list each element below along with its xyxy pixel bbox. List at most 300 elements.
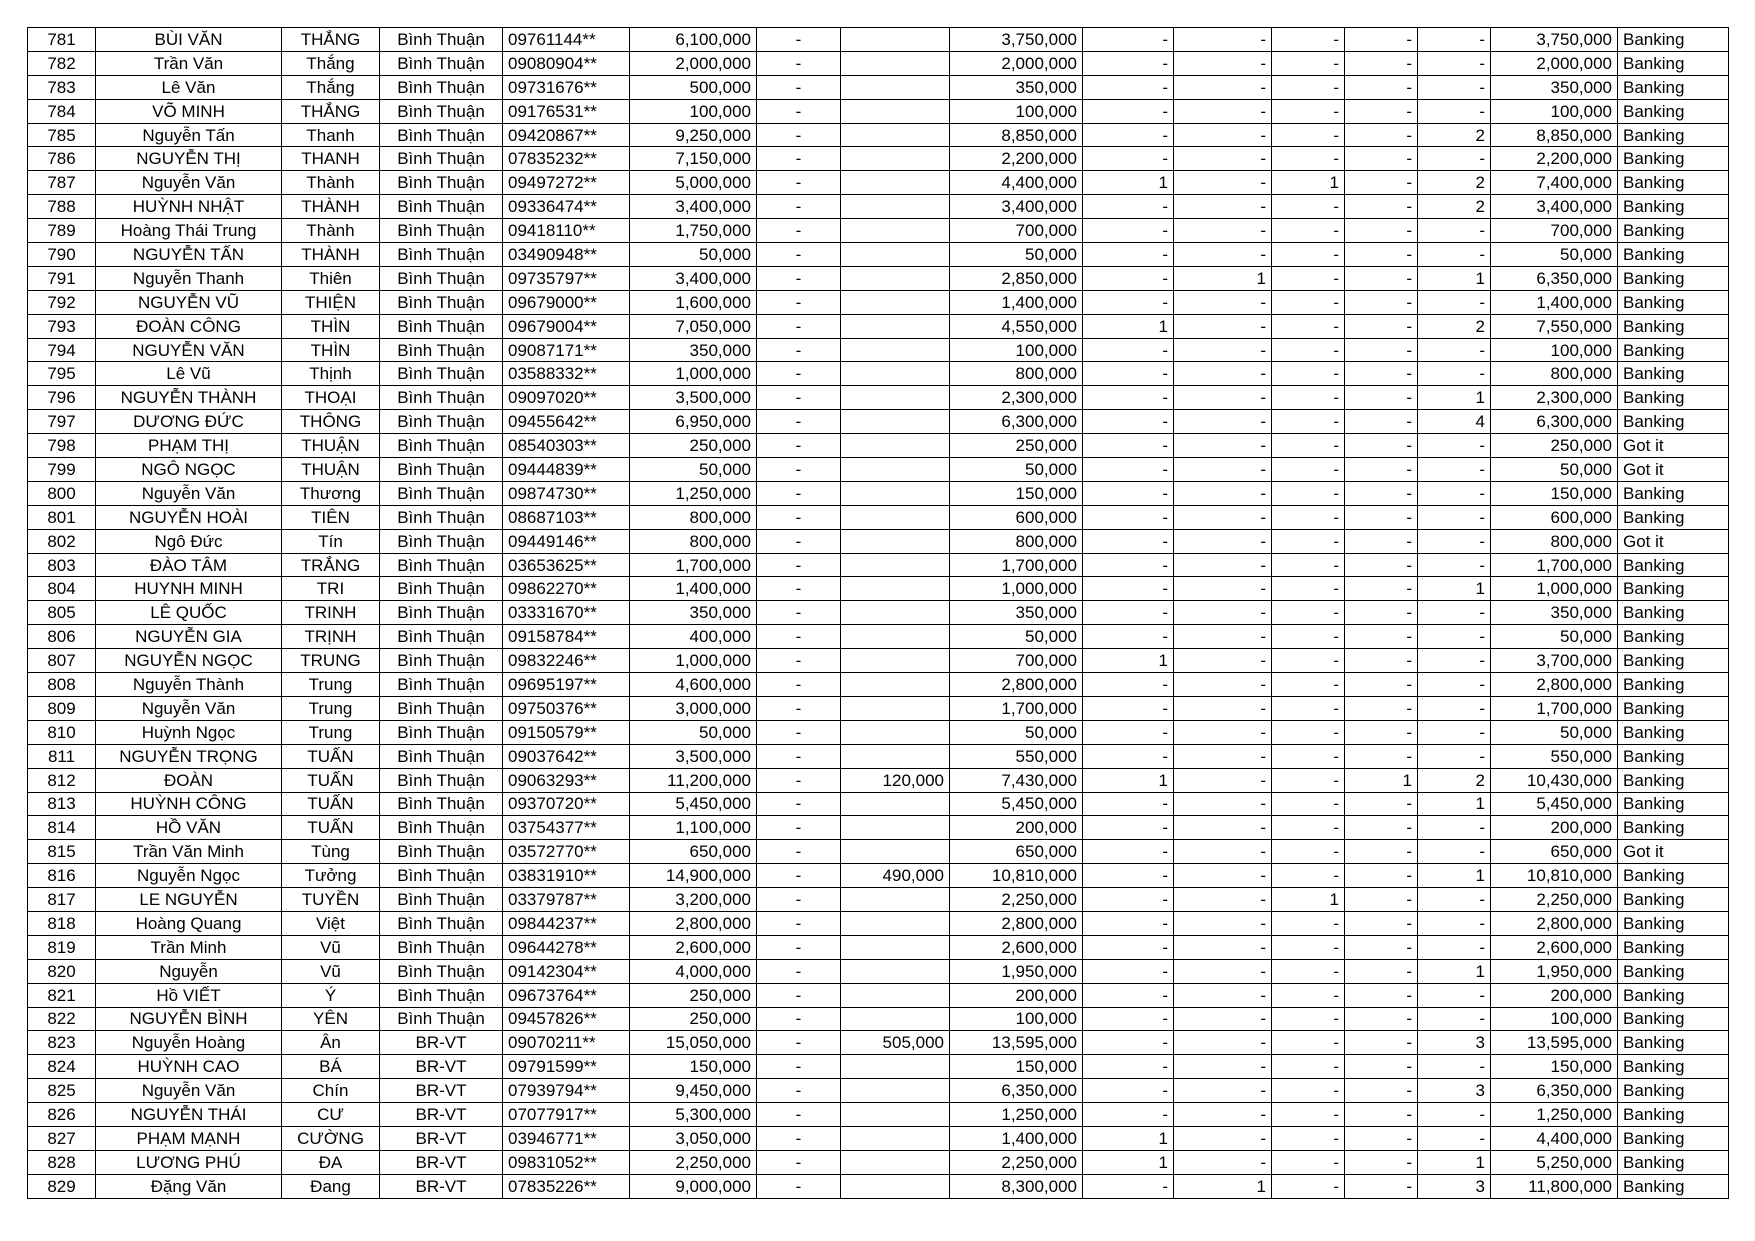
phone-number-cell: 09087171** — [503, 338, 630, 362]
total-amount-cell: 650,000 — [1491, 840, 1618, 864]
amount-cell: 150,000 — [630, 1055, 757, 1079]
last-middle-name-cell: ĐOÀN — [96, 768, 282, 792]
table-row — [28, 888, 1729, 912]
total-amount-cell: 3,700,000 — [1491, 649, 1618, 673]
row-number-cell: 812 — [28, 768, 96, 792]
count-e-cell: - — [1418, 888, 1491, 912]
total-amount-cell: 5,450,000 — [1491, 792, 1618, 816]
row-number-cell: 825 — [28, 1079, 96, 1103]
payment-method-cell: Banking — [1618, 195, 1729, 219]
row-number-cell: 802 — [28, 529, 96, 553]
count-e-cell: - — [1418, 458, 1491, 482]
paid-amount-cell: 800,000 — [950, 529, 1083, 553]
amount-cell: 250,000 — [630, 983, 757, 1007]
amount-cell: 800,000 — [630, 529, 757, 553]
deduction-cell — [841, 673, 950, 697]
count-b-cell: - — [1174, 99, 1272, 123]
count-c-cell: - — [1272, 911, 1345, 935]
dash-column-cell: - — [757, 290, 841, 314]
count-a-cell: - — [1083, 195, 1174, 219]
count-a-cell: - — [1083, 577, 1174, 601]
row-number-cell: 818 — [28, 911, 96, 935]
amount-cell: 5,000,000 — [630, 171, 757, 195]
amount-cell: 250,000 — [630, 434, 757, 458]
count-c-cell: - — [1272, 935, 1345, 959]
phone-number-cell: 09080904** — [503, 51, 630, 75]
last-middle-name-cell: NGUYỄN TẤN — [96, 243, 282, 267]
province-cell: Bình Thuận — [380, 983, 503, 1007]
dash-column-cell: - — [757, 171, 841, 195]
province-cell: Bình Thuận — [380, 434, 503, 458]
amount-cell: 11,200,000 — [630, 768, 757, 792]
total-amount-cell: 800,000 — [1491, 362, 1618, 386]
paid-amount-cell: 8,850,000 — [950, 123, 1083, 147]
count-a-cell: 1 — [1083, 649, 1174, 673]
deduction-cell — [841, 51, 950, 75]
row-number-cell: 819 — [28, 935, 96, 959]
count-d-cell: - — [1345, 1103, 1418, 1127]
payment-method-cell: Banking — [1618, 1126, 1729, 1150]
amount-cell: 14,900,000 — [630, 864, 757, 888]
row-number-cell: 801 — [28, 505, 96, 529]
count-a-cell: - — [1083, 1007, 1174, 1031]
phone-number-cell: 09150579** — [503, 720, 630, 744]
count-b-cell: - — [1174, 983, 1272, 1007]
count-b-cell: - — [1174, 696, 1272, 720]
count-e-cell: - — [1418, 219, 1491, 243]
given-name-cell: Thanh — [282, 123, 380, 147]
row-number-cell: 829 — [28, 1174, 96, 1198]
amount-cell: 5,300,000 — [630, 1103, 757, 1127]
deduction-cell — [841, 1174, 950, 1198]
total-amount-cell: 50,000 — [1491, 243, 1618, 267]
count-e-cell: - — [1418, 147, 1491, 171]
row-number-cell: 786 — [28, 147, 96, 171]
table-row — [28, 744, 1729, 768]
province-cell: BR-VT — [380, 1055, 503, 1079]
count-d-cell: - — [1345, 959, 1418, 983]
phone-number-cell: 09176531** — [503, 99, 630, 123]
count-e-cell: 3 — [1418, 1031, 1491, 1055]
table-row — [28, 243, 1729, 267]
deduction-cell — [841, 1126, 950, 1150]
amount-cell: 7,050,000 — [630, 314, 757, 338]
phone-number-cell: 09336474** — [503, 195, 630, 219]
phone-number-cell: 09862270** — [503, 577, 630, 601]
row-number-cell: 814 — [28, 816, 96, 840]
row-number-cell: 790 — [28, 243, 96, 267]
paid-amount-cell: 1,700,000 — [950, 696, 1083, 720]
amount-cell: 350,000 — [630, 338, 757, 362]
total-amount-cell: 13,595,000 — [1491, 1031, 1618, 1055]
amount-cell: 6,950,000 — [630, 410, 757, 434]
last-middle-name-cell: NGUYỄN NGỌC — [96, 649, 282, 673]
count-a-cell: - — [1083, 1174, 1174, 1198]
table-row — [28, 195, 1729, 219]
count-c-cell: - — [1272, 1031, 1345, 1055]
province-cell: BR-VT — [380, 1174, 503, 1198]
deduction-cell — [841, 744, 950, 768]
payment-method-cell: Banking — [1618, 744, 1729, 768]
phone-number-cell: 09832246** — [503, 649, 630, 673]
payment-method-cell: Got it — [1618, 458, 1729, 482]
dash-column-cell: - — [757, 888, 841, 912]
amount-cell: 9,250,000 — [630, 123, 757, 147]
amount-cell: 1,000,000 — [630, 362, 757, 386]
dash-column-cell: - — [757, 625, 841, 649]
count-a-cell: - — [1083, 28, 1174, 52]
dash-column-cell: - — [757, 195, 841, 219]
total-amount-cell: 100,000 — [1491, 99, 1618, 123]
payment-method-cell: Banking — [1618, 362, 1729, 386]
dash-column-cell: - — [757, 219, 841, 243]
count-b-cell: - — [1174, 219, 1272, 243]
deduction-cell — [841, 529, 950, 553]
count-b-cell: - — [1174, 147, 1272, 171]
count-a-cell: - — [1083, 864, 1174, 888]
deduction-cell — [841, 171, 950, 195]
province-cell: Bình Thuận — [380, 935, 503, 959]
province-cell: Bình Thuận — [380, 314, 503, 338]
count-e-cell: - — [1418, 243, 1491, 267]
province-cell: Bình Thuận — [380, 386, 503, 410]
deduction-cell — [841, 1007, 950, 1031]
deduction-cell — [841, 649, 950, 673]
province-cell: Bình Thuận — [380, 768, 503, 792]
given-name-cell: TUYỀN — [282, 888, 380, 912]
count-e-cell: 1 — [1418, 792, 1491, 816]
table-row — [28, 1055, 1729, 1079]
count-d-cell: - — [1345, 649, 1418, 673]
row-number-cell: 794 — [28, 338, 96, 362]
table-row — [28, 864, 1729, 888]
count-e-cell: - — [1418, 744, 1491, 768]
payment-method-cell: Banking — [1618, 888, 1729, 912]
total-amount-cell: 1,950,000 — [1491, 959, 1618, 983]
last-middle-name-cell: Nguyễn Hoàng — [96, 1031, 282, 1055]
phone-number-cell: 09679004** — [503, 314, 630, 338]
given-name-cell: TUẤN — [282, 816, 380, 840]
phone-number-cell: 08540303** — [503, 434, 630, 458]
count-e-cell: 2 — [1418, 171, 1491, 195]
given-name-cell: Thành — [282, 219, 380, 243]
paid-amount-cell: 350,000 — [950, 75, 1083, 99]
table-row — [28, 505, 1729, 529]
given-name-cell: Chín — [282, 1079, 380, 1103]
count-d-cell: - — [1345, 696, 1418, 720]
count-e-cell: - — [1418, 1126, 1491, 1150]
row-number-cell: 784 — [28, 99, 96, 123]
paid-amount-cell: 550,000 — [950, 744, 1083, 768]
given-name-cell: CƯ — [282, 1103, 380, 1127]
payment-method-cell: Banking — [1618, 768, 1729, 792]
total-amount-cell: 700,000 — [1491, 219, 1618, 243]
count-c-cell: - — [1272, 983, 1345, 1007]
province-cell: Bình Thuận — [380, 51, 503, 75]
count-e-cell: - — [1418, 529, 1491, 553]
last-middle-name-cell: NGUYỄN GIA — [96, 625, 282, 649]
phone-number-cell: 09418110** — [503, 219, 630, 243]
count-b-cell: - — [1174, 290, 1272, 314]
deduction-cell — [841, 888, 950, 912]
paid-amount-cell: 2,300,000 — [950, 386, 1083, 410]
total-amount-cell: 800,000 — [1491, 529, 1618, 553]
phone-number-cell: 09791599** — [503, 1055, 630, 1079]
deduction-cell — [841, 314, 950, 338]
payment-method-cell: Banking — [1618, 75, 1729, 99]
count-d-cell: - — [1345, 1007, 1418, 1031]
paid-amount-cell: 1,400,000 — [950, 290, 1083, 314]
count-d-cell: - — [1345, 1031, 1418, 1055]
count-b-cell: - — [1174, 888, 1272, 912]
deduction-cell — [841, 28, 950, 52]
province-cell: Bình Thuận — [380, 123, 503, 147]
dash-column-cell: - — [757, 601, 841, 625]
amount-cell: 3,500,000 — [630, 744, 757, 768]
table-row — [28, 529, 1729, 553]
count-c-cell: - — [1272, 720, 1345, 744]
province-cell: Bình Thuận — [380, 410, 503, 434]
count-e-cell: - — [1418, 505, 1491, 529]
phone-number-cell: 09097020** — [503, 386, 630, 410]
count-d-cell: - — [1345, 434, 1418, 458]
dash-column-cell: - — [757, 577, 841, 601]
amount-cell: 3,200,000 — [630, 888, 757, 912]
paid-amount-cell: 150,000 — [950, 1055, 1083, 1079]
last-middle-name-cell: Hoàng Thái Trung — [96, 219, 282, 243]
given-name-cell: THẮNG — [282, 99, 380, 123]
count-b-cell: - — [1174, 673, 1272, 697]
phone-number-cell: 09444839** — [503, 458, 630, 482]
payment-method-cell: Banking — [1618, 171, 1729, 195]
last-middle-name-cell: Nguyễn Thành — [96, 673, 282, 697]
count-b-cell: - — [1174, 720, 1272, 744]
province-cell: Bình Thuận — [380, 601, 503, 625]
last-middle-name-cell: DƯƠNG ĐỨC — [96, 410, 282, 434]
paid-amount-cell: 7,430,000 — [950, 768, 1083, 792]
paid-amount-cell: 650,000 — [950, 840, 1083, 864]
count-b-cell: - — [1174, 959, 1272, 983]
table-row — [28, 75, 1729, 99]
row-number-cell: 827 — [28, 1126, 96, 1150]
count-c-cell: - — [1272, 481, 1345, 505]
count-c-cell: 1 — [1272, 888, 1345, 912]
count-c-cell: - — [1272, 123, 1345, 147]
province-cell: Bình Thuận — [380, 481, 503, 505]
paid-amount-cell: 200,000 — [950, 816, 1083, 840]
phone-number-cell: 09070211** — [503, 1031, 630, 1055]
given-name-cell: Thịnh — [282, 362, 380, 386]
deduction-cell — [841, 935, 950, 959]
payment-method-cell: Banking — [1618, 481, 1729, 505]
phone-number-cell: 09037642** — [503, 744, 630, 768]
phone-number-cell: 09761144** — [503, 28, 630, 52]
phone-number-cell: 09644278** — [503, 935, 630, 959]
count-d-cell: - — [1345, 314, 1418, 338]
count-b-cell: - — [1174, 1031, 1272, 1055]
dash-column-cell: - — [757, 792, 841, 816]
row-number-cell: 787 — [28, 171, 96, 195]
count-e-cell: 3 — [1418, 1079, 1491, 1103]
count-c-cell: - — [1272, 1055, 1345, 1079]
table-row — [28, 649, 1729, 673]
table-row — [28, 266, 1729, 290]
count-c-cell: - — [1272, 1079, 1345, 1103]
count-e-cell: - — [1418, 290, 1491, 314]
count-d-cell: - — [1345, 720, 1418, 744]
paid-amount-cell: 3,750,000 — [950, 28, 1083, 52]
paid-amount-cell: 6,300,000 — [950, 410, 1083, 434]
payment-method-cell: Banking — [1618, 1031, 1729, 1055]
paid-amount-cell: 2,600,000 — [950, 935, 1083, 959]
given-name-cell: TUẤN — [282, 792, 380, 816]
table-row — [28, 338, 1729, 362]
last-middle-name-cell: Lê Văn — [96, 75, 282, 99]
count-d-cell: - — [1345, 911, 1418, 935]
count-d-cell: - — [1345, 673, 1418, 697]
count-e-cell: - — [1418, 696, 1491, 720]
row-number-cell: 828 — [28, 1150, 96, 1174]
deduction-cell — [841, 266, 950, 290]
last-middle-name-cell: ĐOÀN CÔNG — [96, 314, 282, 338]
paid-amount-cell: 1,700,000 — [950, 553, 1083, 577]
dash-column-cell: - — [757, 410, 841, 434]
table-row — [28, 816, 1729, 840]
last-middle-name-cell: NGUYỄN VŨ — [96, 290, 282, 314]
paid-amount-cell: 8,300,000 — [950, 1174, 1083, 1198]
deduction-cell — [841, 338, 950, 362]
total-amount-cell: 3,400,000 — [1491, 195, 1618, 219]
count-b-cell: - — [1174, 864, 1272, 888]
province-cell: Bình Thuận — [380, 290, 503, 314]
row-number-cell: 795 — [28, 362, 96, 386]
count-a-cell: - — [1083, 1055, 1174, 1079]
dash-column-cell: - — [757, 768, 841, 792]
count-c-cell: - — [1272, 529, 1345, 553]
count-c-cell: 1 — [1272, 171, 1345, 195]
province-cell: Bình Thuận — [380, 625, 503, 649]
amount-cell: 4,600,000 — [630, 673, 757, 697]
province-cell: BR-VT — [380, 1079, 503, 1103]
deduction-cell — [841, 481, 950, 505]
row-number-cell: 781 — [28, 28, 96, 52]
count-a-cell: - — [1083, 911, 1174, 935]
province-cell: Bình Thuận — [380, 816, 503, 840]
dash-column-cell: - — [757, 505, 841, 529]
count-a-cell: - — [1083, 959, 1174, 983]
amount-cell: 6,100,000 — [630, 28, 757, 52]
dash-column-cell: - — [757, 28, 841, 52]
dash-column-cell: - — [757, 1103, 841, 1127]
count-e-cell: 1 — [1418, 1150, 1491, 1174]
deduction-cell — [841, 290, 950, 314]
phone-number-cell: 09731676** — [503, 75, 630, 99]
total-amount-cell: 2,300,000 — [1491, 386, 1618, 410]
table-row — [28, 147, 1729, 171]
count-a-cell: - — [1083, 553, 1174, 577]
given-name-cell: Ân — [282, 1031, 380, 1055]
dash-column-cell: - — [757, 75, 841, 99]
count-e-cell: - — [1418, 816, 1491, 840]
total-amount-cell: 2,600,000 — [1491, 935, 1618, 959]
total-amount-cell: 600,000 — [1491, 505, 1618, 529]
amount-cell: 1,000,000 — [630, 649, 757, 673]
count-d-cell: - — [1345, 864, 1418, 888]
dash-column-cell: - — [757, 744, 841, 768]
phone-number-cell: 07835226** — [503, 1174, 630, 1198]
payment-method-cell: Banking — [1618, 1150, 1729, 1174]
deduction-cell — [841, 1103, 950, 1127]
payment-method-cell: Got it — [1618, 434, 1729, 458]
count-b-cell: - — [1174, 362, 1272, 386]
province-cell: Bình Thuận — [380, 553, 503, 577]
paid-amount-cell: 100,000 — [950, 1007, 1083, 1031]
count-a-cell: - — [1083, 840, 1174, 864]
count-c-cell: - — [1272, 505, 1345, 529]
count-c-cell: - — [1272, 434, 1345, 458]
total-amount-cell: 11,800,000 — [1491, 1174, 1618, 1198]
count-a-cell: - — [1083, 290, 1174, 314]
given-name-cell: Trung — [282, 720, 380, 744]
amount-cell: 1,750,000 — [630, 219, 757, 243]
dash-column-cell: - — [757, 935, 841, 959]
count-a-cell: - — [1083, 1103, 1174, 1127]
phone-number-cell: 03588332** — [503, 362, 630, 386]
count-d-cell: - — [1345, 1079, 1418, 1103]
amount-cell: 500,000 — [630, 75, 757, 99]
count-b-cell: - — [1174, 75, 1272, 99]
phone-number-cell: 07835232** — [503, 147, 630, 171]
count-b-cell: - — [1174, 195, 1272, 219]
dash-column-cell: - — [757, 362, 841, 386]
last-middle-name-cell: HUỲNH CÔNG — [96, 792, 282, 816]
count-b-cell: - — [1174, 51, 1272, 75]
paid-amount-cell: 700,000 — [950, 219, 1083, 243]
table-row — [28, 768, 1729, 792]
count-c-cell: - — [1272, 649, 1345, 673]
payment-method-cell: Banking — [1618, 410, 1729, 434]
province-cell: Bình Thuận — [380, 171, 503, 195]
last-middle-name-cell: HUỲNH CAO — [96, 1055, 282, 1079]
province-cell: Bình Thuận — [380, 75, 503, 99]
row-number-cell: 782 — [28, 51, 96, 75]
total-amount-cell: 2,800,000 — [1491, 673, 1618, 697]
phone-number-cell: 07077917** — [503, 1103, 630, 1127]
table-row — [28, 481, 1729, 505]
dash-column-cell: - — [757, 673, 841, 697]
given-name-cell: THÌN — [282, 314, 380, 338]
table-row — [28, 219, 1729, 243]
paid-amount-cell: 2,800,000 — [950, 673, 1083, 697]
row-number-cell: 803 — [28, 553, 96, 577]
count-c-cell: - — [1272, 219, 1345, 243]
phone-number-cell: 09497272** — [503, 171, 630, 195]
amount-cell: 7,150,000 — [630, 147, 757, 171]
count-b-cell: - — [1174, 481, 1272, 505]
count-a-cell: 1 — [1083, 1126, 1174, 1150]
payment-method-cell: Banking — [1618, 720, 1729, 744]
given-name-cell: TRINH — [282, 601, 380, 625]
count-e-cell: - — [1418, 911, 1491, 935]
count-e-cell: 1 — [1418, 577, 1491, 601]
count-b-cell: - — [1174, 434, 1272, 458]
paid-amount-cell: 10,810,000 — [950, 864, 1083, 888]
payment-method-cell: Banking — [1618, 99, 1729, 123]
paid-amount-cell: 50,000 — [950, 458, 1083, 482]
deduction-cell: 490,000 — [841, 864, 950, 888]
given-name-cell: Việt — [282, 911, 380, 935]
count-b-cell: - — [1174, 28, 1272, 52]
